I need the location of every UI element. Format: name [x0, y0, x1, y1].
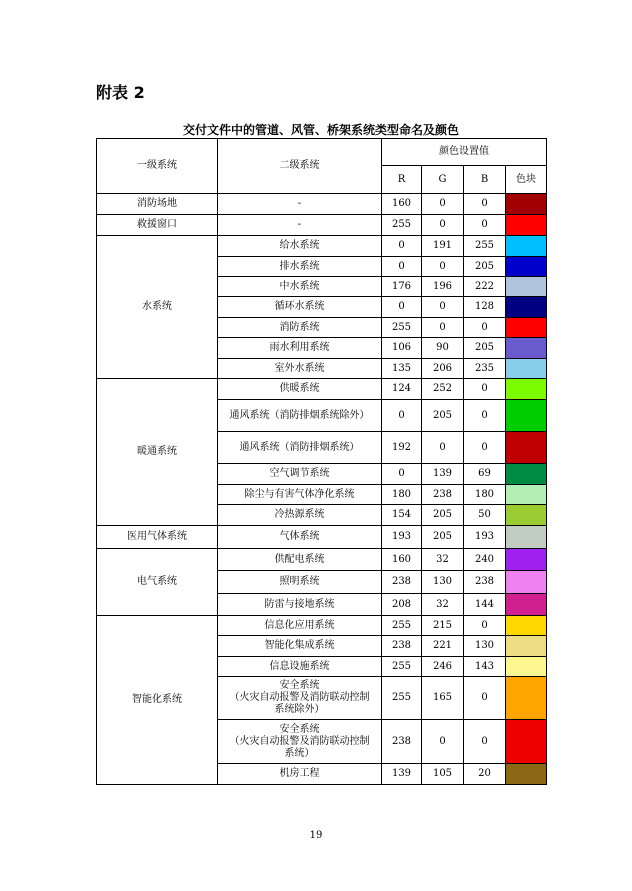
level2-system-cell: 安全系统 （火灾自动报警及消防联动控制 系统）: [218, 720, 382, 764]
level2-system-cell: 空气调节系统: [218, 464, 382, 485]
color-swatch-cell: [506, 464, 547, 485]
value-g-cell: 205: [422, 505, 464, 526]
color-swatch: [506, 379, 546, 399]
color-swatch: [506, 338, 546, 358]
value-g-cell: 238: [422, 485, 464, 505]
header-b: B: [464, 166, 506, 194]
table-row: [97, 549, 547, 571]
color-swatch-cell: [506, 338, 547, 359]
value-r-cell: 139: [382, 764, 422, 785]
level1-system-cell: 智能化系统: [97, 616, 218, 785]
level2-system-cell: 照明系统: [218, 571, 382, 594]
color-swatch-cell: [506, 526, 547, 549]
level1-system-cell: 救援窗口: [97, 215, 218, 236]
level2-system-cell: 通风系统（消防排烟系统）: [218, 432, 382, 464]
value-r-cell: 160: [382, 549, 422, 571]
value-b-cell: 235: [464, 359, 506, 379]
color-swatch: [506, 432, 546, 463]
color-swatch: [506, 549, 546, 570]
color-swatch-cell: [506, 432, 547, 464]
color-swatch: [506, 464, 546, 484]
color-swatch-cell: [506, 194, 547, 215]
color-swatch-cell: [506, 764, 547, 785]
level2-system-cell: 除尘与有害气体净化系统: [218, 485, 382, 505]
level1-system-cell: 电气系统: [97, 549, 218, 616]
color-swatch-cell: [506, 359, 547, 379]
color-swatch-cell: [506, 277, 547, 297]
value-b-cell: 0: [464, 616, 506, 636]
value-b-cell: 193: [464, 526, 506, 549]
color-swatch: [506, 720, 546, 763]
header-r: R: [382, 166, 422, 194]
color-swatch: [506, 236, 546, 256]
value-b-cell: 222: [464, 277, 506, 297]
value-b-cell: 0: [464, 720, 506, 764]
level1-system-cell: 暖通系统: [97, 379, 218, 526]
value-r-cell: 124: [382, 379, 422, 400]
color-swatch: [506, 359, 546, 378]
color-swatch: [506, 318, 546, 337]
value-g-cell: 0: [422, 432, 464, 464]
value-b-cell: 0: [464, 400, 506, 432]
value-r-cell: 0: [382, 297, 422, 318]
level2-system-cell: 气体系统: [218, 526, 382, 549]
value-r-cell: 135: [382, 359, 422, 379]
table-row: [97, 526, 547, 549]
value-b-cell: 0: [464, 194, 506, 215]
color-swatch: [506, 636, 546, 656]
value-b-cell: 130: [464, 636, 506, 657]
color-swatch: [506, 400, 546, 431]
value-r-cell: 255: [382, 616, 422, 636]
value-b-cell: 0: [464, 432, 506, 464]
value-r-cell: 238: [382, 636, 422, 657]
value-b-cell: 20: [464, 764, 506, 785]
level2-system-cell: -: [218, 215, 382, 236]
value-b-cell: 180: [464, 485, 506, 505]
level1-system-cell: 医用气体系统: [97, 526, 218, 549]
color-swatch-cell: [506, 657, 547, 677]
value-g-cell: 90: [422, 338, 464, 359]
table-row: [97, 215, 547, 236]
table-row: [97, 616, 547, 636]
color-swatch-cell: [506, 549, 547, 571]
color-swatch-cell: [506, 594, 547, 616]
table-row: [97, 379, 547, 400]
color-swatch: [506, 194, 546, 214]
level1-system-cell: 水系统: [97, 236, 218, 379]
level2-system-cell: 通风系统（消防排烟系统除外）: [218, 400, 382, 432]
color-swatch: [506, 257, 546, 276]
value-r-cell: 255: [382, 215, 422, 236]
value-g-cell: 196: [422, 277, 464, 297]
value-r-cell: 180: [382, 485, 422, 505]
value-g-cell: 246: [422, 657, 464, 677]
value-r-cell: 160: [382, 194, 422, 215]
color-swatch: [506, 677, 546, 719]
value-g-cell: 32: [422, 549, 464, 571]
page-number: 19: [309, 830, 323, 841]
value-g-cell: 0: [422, 194, 464, 215]
color-swatch: [506, 215, 546, 235]
header-level2: 二级系统: [218, 139, 382, 194]
value-b-cell: 50: [464, 505, 506, 526]
value-g-cell: 205: [422, 526, 464, 549]
value-r-cell: 255: [382, 318, 422, 338]
color-swatch-cell: [506, 616, 547, 636]
level2-system-cell: 给水系统: [218, 236, 382, 257]
value-b-cell: 128: [464, 297, 506, 318]
color-swatch-cell: [506, 485, 547, 505]
value-g-cell: 206: [422, 359, 464, 379]
value-b-cell: 0: [464, 318, 506, 338]
value-r-cell: 0: [382, 400, 422, 432]
value-b-cell: 255: [464, 236, 506, 257]
value-r-cell: 208: [382, 594, 422, 616]
color-swatch: [506, 505, 546, 525]
header-g: G: [422, 166, 464, 194]
value-g-cell: 215: [422, 616, 464, 636]
value-g-cell: 139: [422, 464, 464, 485]
color-swatch-cell: [506, 379, 547, 400]
color-swatch: [506, 297, 546, 317]
value-g-cell: 205: [422, 400, 464, 432]
color-swatch-cell: [506, 677, 547, 720]
color-swatch: [506, 485, 546, 504]
appendix-heading: 附表 2: [96, 83, 145, 102]
value-r-cell: 238: [382, 720, 422, 764]
value-r-cell: 255: [382, 657, 422, 677]
value-b-cell: 238: [464, 571, 506, 594]
level2-system-cell: 信息设施系统: [218, 657, 382, 677]
system-color-table: [96, 138, 547, 785]
value-b-cell: 0: [464, 215, 506, 236]
level2-system-cell: 机房工程: [218, 764, 382, 785]
value-g-cell: 105: [422, 764, 464, 785]
header-level1: 一级系统: [97, 139, 218, 194]
value-r-cell: 192: [382, 432, 422, 464]
level2-system-cell: 供配电系统: [218, 549, 382, 571]
color-swatch: [506, 764, 546, 784]
value-g-cell: 221: [422, 636, 464, 657]
level2-system-cell: 中水系统: [218, 277, 382, 297]
color-swatch-cell: [506, 318, 547, 338]
value-r-cell: 238: [382, 571, 422, 594]
level1-system-cell: 消防场地: [97, 194, 218, 215]
level2-system-cell: 室外水系统: [218, 359, 382, 379]
level2-system-cell: 循环水系统: [218, 297, 382, 318]
level2-system-cell: 防雷与接地系统: [218, 594, 382, 616]
value-g-cell: 252: [422, 379, 464, 400]
table-caption: 交付文件中的管道、风管、桥架系统类型命名及颜色: [182, 123, 459, 137]
color-swatch: [506, 616, 546, 635]
table-row: [97, 236, 547, 257]
value-b-cell: 205: [464, 338, 506, 359]
value-g-cell: 191: [422, 236, 464, 257]
color-swatch-cell: [506, 236, 547, 257]
color-swatch: [506, 657, 546, 676]
value-g-cell: 0: [422, 720, 464, 764]
value-b-cell: 143: [464, 657, 506, 677]
color-swatch: [506, 571, 546, 593]
header-swatch: 色块: [506, 166, 547, 194]
color-swatch-cell: [506, 257, 547, 277]
color-swatch: [506, 277, 546, 296]
value-g-cell: 0: [422, 215, 464, 236]
value-r-cell: 0: [382, 257, 422, 277]
level2-system-cell: 安全系统 （火灾自动报警及消防联动控制 系统除外）: [218, 677, 382, 720]
color-swatch-cell: [506, 400, 547, 432]
color-swatch: [506, 526, 546, 548]
color-swatch-cell: [506, 215, 547, 236]
level2-system-cell: 冷热源系统: [218, 505, 382, 526]
value-r-cell: 255: [382, 677, 422, 720]
value-b-cell: 0: [464, 677, 506, 720]
color-swatch-cell: [506, 636, 547, 657]
level2-system-cell: 消防系统: [218, 318, 382, 338]
value-r-cell: 0: [382, 464, 422, 485]
value-b-cell: 205: [464, 257, 506, 277]
level2-system-cell: 排水系统: [218, 257, 382, 277]
value-r-cell: 193: [382, 526, 422, 549]
header-color-setting: 颜色设置值: [382, 139, 547, 166]
value-r-cell: 0: [382, 236, 422, 257]
color-swatch-cell: [506, 720, 547, 764]
value-g-cell: 0: [422, 318, 464, 338]
level2-system-cell: 智能化集成系统: [218, 636, 382, 657]
value-b-cell: 144: [464, 594, 506, 616]
color-swatch-cell: [506, 505, 547, 526]
value-b-cell: 240: [464, 549, 506, 571]
value-r-cell: 154: [382, 505, 422, 526]
value-g-cell: 0: [422, 297, 464, 318]
value-b-cell: 69: [464, 464, 506, 485]
value-g-cell: 130: [422, 571, 464, 594]
color-swatch: [506, 594, 546, 615]
color-swatch-cell: [506, 297, 547, 318]
value-g-cell: 0: [422, 257, 464, 277]
table-row: [97, 194, 547, 215]
value-b-cell: 0: [464, 379, 506, 400]
level2-system-cell: -: [218, 194, 382, 215]
value-r-cell: 106: [382, 338, 422, 359]
level2-system-cell: 信息化应用系统: [218, 616, 382, 636]
color-swatch-cell: [506, 571, 547, 594]
level2-system-cell: 供暖系统: [218, 379, 382, 400]
level2-system-cell: 雨水利用系统: [218, 338, 382, 359]
value-g-cell: 165: [422, 677, 464, 720]
value-r-cell: 176: [382, 277, 422, 297]
value-g-cell: 32: [422, 594, 464, 616]
